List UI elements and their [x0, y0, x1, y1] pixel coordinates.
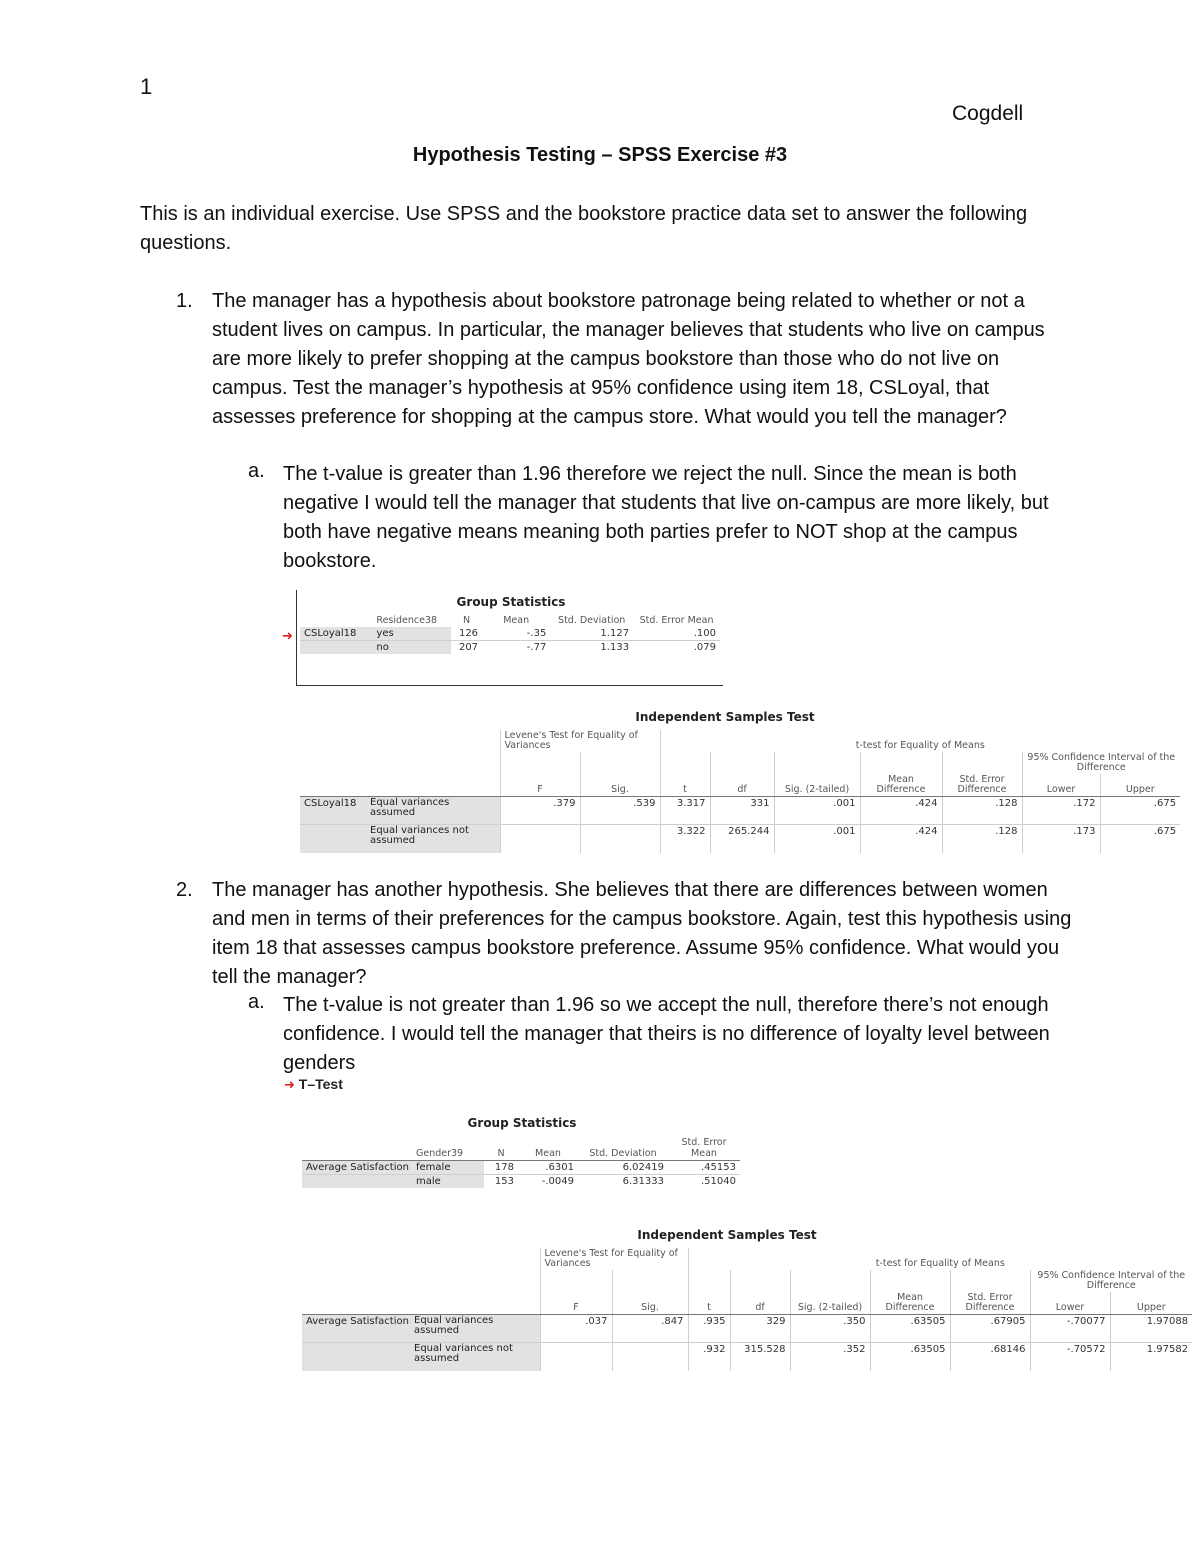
- col-mean-difference: Mean Difference: [870, 1292, 950, 1315]
- ttest-header: t-test for Equality of Means: [875, 1258, 1005, 1269]
- question-2-text: The manager has another hypothesis. She believes that there are differences between women and men in terms of their preferences for the campus bookstore. Again, test this hypothesis using item 18 that assesses campus bookstore preference. Assume 95% confidence. What would you tell the manager?: [212, 879, 1072, 988]
- independent-samples-table-2: [302, 1226, 1194, 1382]
- ttest-header: t-test for Equality of Means: [855, 740, 985, 751]
- cell-t: .935: [688, 1315, 730, 1343]
- variable-label: CSLoyal18: [300, 627, 372, 641]
- col-sig: Sig.: [612, 1292, 688, 1315]
- cell-mean-difference: .63505: [870, 1315, 950, 1343]
- question-2-number: 2.: [176, 879, 193, 901]
- cell-sd: 1.127: [550, 627, 633, 641]
- cell-df: 265.244: [710, 825, 774, 853]
- table-title: Independent Samples Test: [635, 710, 815, 724]
- cell-df: 329: [730, 1315, 790, 1343]
- row-label: Equal variances assumed: [410, 1315, 540, 1343]
- col-std-error-difference: Std. Error Difference: [942, 774, 1022, 797]
- cell-lower: -.70077: [1030, 1315, 1110, 1343]
- cell-t: 3.317: [660, 797, 710, 825]
- cell-df: 315.528: [730, 1343, 790, 1371]
- col-t: t: [660, 774, 710, 797]
- independent-test-grid: [302, 1248, 1192, 1371]
- cell-std-error-difference: .67905: [950, 1315, 1030, 1343]
- cell-t: 3.322: [660, 825, 710, 853]
- cell-upper: 1.97582: [1146, 1344, 1189, 1355]
- t-test-heading: [284, 1076, 343, 1093]
- header-group: Residence38: [376, 615, 438, 626]
- cell-sig-2-tailed: .001: [774, 825, 860, 853]
- col-df: df: [710, 774, 774, 797]
- col-lower: Lower: [1022, 774, 1100, 797]
- cell-mean-difference: .424: [860, 825, 942, 853]
- t-test-heading-label: T–Test: [298, 1076, 343, 1092]
- col-lower: Lower: [1030, 1292, 1110, 1315]
- row-label: Equal variances not assumed: [410, 1343, 540, 1371]
- ci-header: 95% Confidence Interval of the Difference: [1027, 752, 1176, 773]
- col-f: F: [500, 774, 580, 797]
- group-label: yes: [372, 627, 451, 641]
- independent-samples-table-1: [300, 708, 1182, 866]
- cell-n: 207: [458, 642, 479, 653]
- cell-sd: 1.133: [600, 642, 630, 653]
- levene-header: Levene's Test for Equality of Variances: [540, 1248, 688, 1270]
- group-stats-grid: [302, 1136, 740, 1188]
- cell-n: 126: [451, 627, 482, 641]
- group-stats-grid: [300, 614, 720, 654]
- cell-sig: [612, 1343, 688, 1371]
- col-sig-2-tailed: Sig. (2-tailed): [774, 774, 860, 797]
- question-1-number: 1.: [176, 290, 193, 312]
- cell-f: [500, 825, 580, 853]
- variable-label: Average Satisfaction: [302, 1315, 410, 1343]
- group-statistics-table-2: [302, 1114, 742, 1204]
- table-title: Group Statistics: [456, 595, 566, 609]
- cell-sig: [580, 825, 660, 853]
- col-upper: Upper: [1110, 1292, 1192, 1315]
- red-arrow-icon: ➜: [284, 1077, 295, 1092]
- cell-t: .932: [688, 1343, 730, 1371]
- cell-lower: .173: [1022, 825, 1100, 853]
- intro-paragraph: This is an individual exercise. Use SPSS and the bookstore practice data set to answer the following questions.: [140, 203, 1028, 254]
- cell-std-error-difference: .68146: [950, 1343, 1030, 1371]
- cell-sig-2-tailed: .350: [790, 1315, 870, 1343]
- cell-sd: 6.31333: [622, 1176, 664, 1187]
- col-mean-difference: Mean Difference: [860, 774, 942, 797]
- answer-2-letter: a.: [248, 991, 265, 1013]
- col-sig-2-tailed: Sig. (2-tailed): [790, 1292, 870, 1315]
- cell-mean-difference: .63505: [870, 1343, 950, 1371]
- cell-n: 178: [484, 1161, 518, 1175]
- cell-se: .45153: [668, 1161, 740, 1175]
- header-n: N: [462, 615, 471, 626]
- header-group: Gender39: [412, 1136, 484, 1161]
- table-title: Independent Samples Test: [637, 1228, 817, 1242]
- cell-se: .079: [693, 642, 716, 653]
- header-sd: Std. Deviation: [578, 1136, 668, 1161]
- col-sig: Sig.: [580, 774, 660, 797]
- group-statistics-table-1: [296, 590, 724, 686]
- group-label: female: [412, 1161, 484, 1175]
- cell-mean: -.77: [526, 642, 547, 653]
- col-std-error-difference: Std. Error Difference: [950, 1292, 1030, 1315]
- cell-se: .100: [633, 627, 720, 641]
- cell-se: .51040: [701, 1176, 736, 1187]
- cell-mean: -.35: [482, 627, 550, 641]
- group-label: no: [372, 641, 451, 655]
- cell-lower: -.70572: [1030, 1343, 1110, 1371]
- cell-mean-difference: .424: [860, 797, 942, 825]
- red-arrow-icon: ➜: [282, 628, 293, 643]
- cell-df: 331: [710, 797, 774, 825]
- row-label: Equal variances assumed: [366, 797, 500, 825]
- cell-f: .379: [500, 797, 580, 825]
- cell-f: [540, 1343, 612, 1371]
- cell-upper: .675: [1153, 826, 1177, 837]
- group-label: male: [412, 1175, 484, 1189]
- cell-lower: .172: [1022, 797, 1100, 825]
- answer-1-text: The t-value is greater than 1.96 therefore we reject the null. Since the mean is both negative I would tell the manager that students that live on-campus are more likely, but both have negative means meaning both parties prefer to NOT shop at the campus bookstore.: [283, 463, 1049, 572]
- answer-1-letter: a.: [248, 460, 265, 482]
- cell-sig: .847: [612, 1315, 688, 1343]
- cell-n: 153: [494, 1176, 514, 1187]
- header-n: N: [484, 1136, 518, 1161]
- variable-label: CSLoyal18: [300, 797, 366, 825]
- col-t: t: [688, 1292, 730, 1315]
- col-f: F: [540, 1292, 612, 1315]
- table-title: Group Statistics: [467, 1116, 577, 1130]
- header-sd: Std. Deviation: [558, 615, 626, 626]
- cell-mean: .6301: [518, 1161, 578, 1175]
- cell-upper: 1.97088: [1110, 1315, 1192, 1343]
- cell-std-error-difference: .128: [942, 825, 1022, 853]
- question-1-text: The manager has a hypothesis about bookstore patronage being related to whether or not a student lives on campus. In particular, the manager believes that students who live on campus are more likely to prefer shopping at the campus bookstore than those who do not live on campus. Test the manager’s hypothesis at 95% confidence using item 18, CSLoyal, that assesses preference for shopping at the campus store. What would you tell the manager?: [212, 290, 1045, 428]
- header-mean: Mean: [503, 615, 530, 626]
- cell-upper: .675: [1100, 797, 1180, 825]
- header-se: Std. Error Mean: [639, 615, 714, 626]
- independent-test-grid: [300, 730, 1180, 853]
- cell-f: .037: [540, 1315, 612, 1343]
- cell-sig-2-tailed: .001: [774, 797, 860, 825]
- variable-label: Average Satisfaction: [302, 1161, 412, 1175]
- cell-sd: 6.02419: [578, 1161, 668, 1175]
- cell-std-error-difference: .128: [942, 797, 1022, 825]
- row-label: Equal variances not assumed: [366, 825, 500, 853]
- author-name: Cogdell: [952, 102, 1024, 125]
- levene-header: Levene's Test for Equality of Variances: [500, 730, 660, 752]
- answer-2-text: The t-value is not greater than 1.96 so we accept the null, therefore there’s not enough confidence. I would tell the manager that theirs is no difference of loyalty level between genders: [283, 994, 1050, 1074]
- cell-sig-2-tailed: .352: [790, 1343, 870, 1371]
- page-number: 1: [140, 74, 153, 99]
- col-df: df: [730, 1292, 790, 1315]
- col-upper: Upper: [1100, 774, 1180, 797]
- header-mean: Mean: [518, 1136, 578, 1161]
- cell-sig: .539: [580, 797, 660, 825]
- header-se: Std. Error Mean: [668, 1136, 740, 1161]
- ci-header: 95% Confidence Interval of the Difference: [1037, 1270, 1186, 1291]
- document-title: Hypothesis Testing – SPSS Exercise #3: [412, 144, 788, 166]
- cell-mean: -.0049: [541, 1176, 574, 1187]
